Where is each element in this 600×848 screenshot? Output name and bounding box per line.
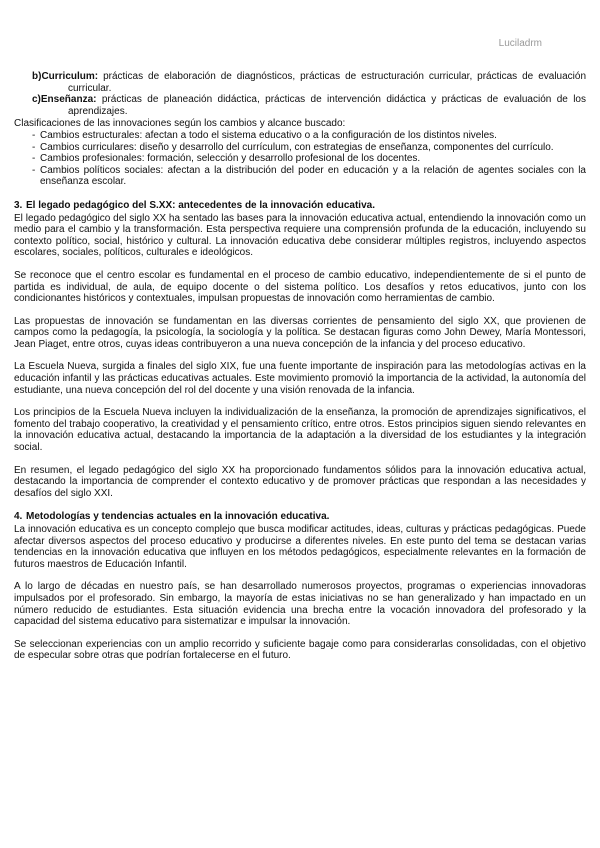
paragraph: A lo largo de décadas en nuestro país, se han desarrollado numerosos proyectos, programas o experiencias innovadoras impulsados por el profesorado. Sin embargo, la mayoría de estas iniciativas no se han generalizado y han impactado en un número reducido de estudiantes. Esta situación evidencia una brecha entre la vocación innovadora del profesorado y la capacidad del sistema educativo para sistematizar e impulsar la innovación. <box>14 581 586 628</box>
list-item: - Cambios estructurales: afectan a todo el sistema educativo o a la configuración de los distintos niveles. <box>32 130 586 142</box>
list-item: - Cambios profesionales: formación, selección y desarrollo profesional de los docentes. <box>32 153 586 165</box>
list-item: - Cambios curriculares: diseño y desarrollo del currículum, con estrategias de enseñanza, componentes del currículo. <box>32 142 586 154</box>
header-author: Luciladrm <box>498 38 542 49</box>
definition-text: prácticas de elaboración de diagnósticos, prácticas de estructuración curricular, prácticas de evaluación curricular. <box>68 71 587 94</box>
section-title: El legado pedagógico del S.XX: antecedentes de la innovación educativa. <box>26 199 375 211</box>
classification-list <box>14 130 586 188</box>
definition-ensenanza <box>32 94 586 117</box>
paragraph: Las propuestas de innovación se fundamentan en las diversas corrientes de pensamiento del siglo XX, que provienen de campos como la pedagogía, la psicología, la sociología y la política. Se destacan figuras como John Dewey, María Montessori, Jean Piaget, entre otros, cuyas ideas contribuyeron a una nueva concepción de la infancia y del proceso educativo. <box>14 315 586 350</box>
classification-intro: Clasificaciones de las innovaciones según los cambios y alcance buscado: <box>14 118 346 130</box>
section-3-heading <box>14 200 586 212</box>
section-title: Metodologías y tendencias actuales en la innovación educativa. <box>26 511 330 523</box>
paragraph: La innovación educativa es un concepto complejo que busca modificar actitudes, ideas, culturas y prácticas pedagógicas. Puede afectar diversos aspectos del proceso educativo y producirse a diferentes niveles. En este punto del tema se destacan varias tendencias en la innovación educativa que influyen en los métodos pedagógicos, especialmente relevantes en la formación de futuros maestros de Educación Infantil. <box>14 524 586 570</box>
paragraph: Se seleccionan experiencias con un amplio recorrido y suficiente bagaje como para considerarlas consolidadas, con el objetivo de especular sobre otras que podrían fortalecerse en el futuro. <box>14 638 586 662</box>
section-number: 4. <box>14 511 23 523</box>
document-content <box>14 71 586 662</box>
section-number: 3. <box>14 199 23 211</box>
paragraph: La Escuela Nueva, surgida a finales del siglo XIX, fue una fuente importante de inspiración para las metodologías activas en la educación infantil y las prácticas educativas actuales. Este movimiento promovió la importancia de la actividad, la autonomía del estudiante, una nueva concepción del rol del docente y una visión renovada de la infancia. <box>14 361 586 396</box>
definition-label: b)Curriculum: <box>32 71 99 82</box>
section-4-heading <box>14 511 586 523</box>
list-item: - Cambios políticos sociales: afectan a la distribución del poder en educación y a la relación de agentes sociales con la enseñanza escolar. <box>32 165 586 188</box>
paragraph: Los principios de la Escuela Nueva incluyen la individualización de la enseñanza, la promoción de aprendizajes significativos, el fomento del trabajo cooperativo, la creatividad y el pensamiento crítico, entre otros. Estos principios siguen siendo relevantes en la innovación educativa actual, destacando la importancia de la adaptación a la diversidad de los estudiantes y la integración social. <box>14 407 586 454</box>
definition-label: c)Enseñanza: <box>32 94 97 106</box>
definition-curriculum <box>32 71 586 94</box>
paragraph: El legado pedagógico del siglo XX ha sentado las bases para la innovación educativa actual, entendiendo la innovación como un medio para el cambio y la transformación. Esta perspectiva requiere una comprensión profunda de la educación, incluyendo su contexto político, social, histórico y cultural. La innovación educativa debe considerar múltiples registros, incluyendo aspectos escolares, sociales, políticos, culturales e ideológicos. <box>14 212 586 259</box>
section-3-body <box>14 213 586 500</box>
section-4-body <box>14 524 586 662</box>
paragraph: En resumen, el legado pedagógico del siglo XX ha proporcionado fundamentos sólidos para la innovación educativa actual, destacando la importancia de comprender el contexto educativo y de promover prácticas que respondan a las necesidades y desafíos del siglo XXI. <box>14 464 586 499</box>
paragraph: Se reconoce que el centro escolar es fundamental en el proceso de cambio educativo, independientemente de si el punto de partida es individual, de aula, de equipo docente o del sistema político. Los desafíos y retos educativos, junto con los condicionantes históricos y contextuales, impulsan propuestas de innovación como herramientas de cambio. <box>14 269 586 305</box>
definition-text: prácticas de planeación didáctica, prácticas de intervención didáctica y prácticas de evaluación de los aprendizajes. <box>68 94 586 117</box>
